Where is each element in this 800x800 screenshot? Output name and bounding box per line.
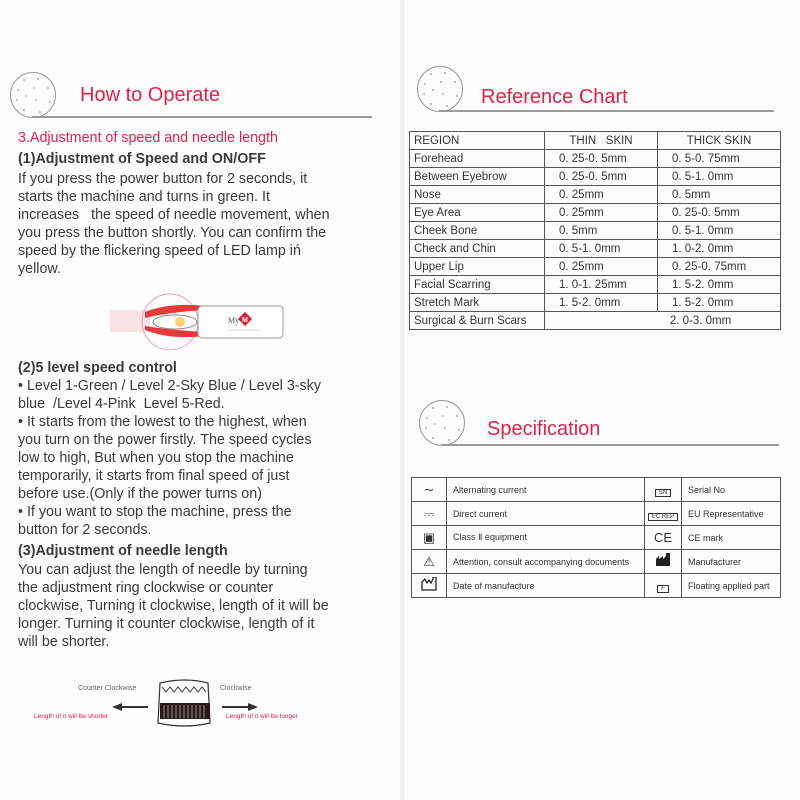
spec-row [412, 502, 781, 526]
text-line: button for 2 seconds. [18, 522, 152, 538]
text-line: blue /Level 4-Pink Level 5-Red. [18, 396, 225, 412]
thick-skin-cell: 1. 5-2. 0mm [658, 276, 781, 294]
specification-title: Specification [487, 418, 601, 440]
direct-current-icon [412, 502, 447, 526]
region-cell: Nose [410, 186, 545, 204]
eu-representative-icon-glyph: EC REP [648, 513, 678, 521]
table-row [410, 150, 781, 168]
subsection-title-needle: (3)Adjustment of needle length [18, 543, 228, 559]
direct-current-icon-glyph: ⎓ [423, 505, 435, 521]
spec-label: Attention, consult accompanying documents [447, 550, 645, 574]
adjustment-ring-icon [158, 680, 210, 726]
thick-skin-cell: 1. 5-2. 0mm [658, 294, 781, 312]
thin-skin-cell: 0. 25mm [545, 204, 658, 222]
class-ii-icon-glyph: ▣ [422, 529, 436, 545]
warning-icon-glyph: ⚠ [423, 553, 435, 569]
text-line: you press the button shortly. You can confirm the [18, 225, 327, 241]
region-cell: Upper Lip [410, 258, 545, 276]
header-rule [441, 444, 779, 446]
spec-label: Direct current [447, 502, 645, 526]
spec-row [412, 550, 781, 574]
table-row [410, 312, 781, 330]
table-row [410, 222, 781, 240]
manufacturer-icon [645, 550, 682, 574]
spec-row [412, 478, 781, 502]
table-row [410, 204, 781, 222]
region-cell: Between Eyebrow [410, 168, 545, 186]
region-cell: Cheek Bone [410, 222, 545, 240]
thick-skin-cell: 0. 5-1. 0mm [658, 222, 781, 240]
region-cell: Facial Scarring [410, 276, 545, 294]
column-header: THICK SKIN [658, 132, 781, 150]
spec-label: Serial No [682, 478, 781, 502]
serial-number-icon [645, 478, 682, 502]
right-arrow-icon [222, 703, 258, 711]
header-rule [32, 116, 372, 118]
alternating-current-icon [412, 478, 447, 502]
thick-skin-cell: 1. 0-2. 0mm [658, 240, 781, 258]
text-line: yellow. [18, 261, 61, 277]
region-cell: Check and Chin [410, 240, 545, 258]
table-row [410, 240, 781, 258]
shorter-effect: Length of it will be shorter [34, 713, 109, 720]
region-cell: Stretch Mark [410, 294, 545, 312]
page-title: How to Operate [80, 84, 221, 106]
column-header: REGION [410, 132, 545, 150]
text-line: before use.(Only if the power turns on) [18, 486, 262, 502]
spec-label: Floating applied part [682, 574, 781, 598]
text-line: increases the speed of needle movement, when [18, 207, 330, 223]
specification-table [411, 477, 781, 598]
class-ii-icon [412, 526, 447, 550]
value-cell: 2. 0-3. 0mm [545, 312, 781, 330]
floating-part-icon [645, 574, 682, 598]
date-of-manufacture-icon [412, 574, 447, 598]
thin-skin-cell: 1. 0-1. 25mm [545, 276, 658, 294]
thick-skin-cell: 0. 25-0. 5mm [658, 204, 781, 222]
thick-skin-cell: 0. 25-0. 75mm [658, 258, 781, 276]
specification-header [419, 400, 779, 460]
text-line: starts the machine and turns in green. It [18, 189, 270, 205]
thin-skin-cell: 0. 25-0. 5mm [545, 150, 658, 168]
dotted-circle-icon [419, 400, 465, 446]
thick-skin-cell: 0. 5-0. 75mm [658, 150, 781, 168]
table-row [410, 168, 781, 186]
spec-label: Class Ⅱ equipment [447, 526, 645, 550]
text-line: • Level 1-Green / Level 2-Sky Blue / Level 3-sky [14, 378, 321, 394]
region-cell: Eye Area [410, 204, 545, 222]
thin-skin-cell: 0. 25-0. 5mm [545, 168, 658, 186]
thick-skin-cell: 0. 5mm [658, 186, 781, 204]
spec-label: EU Representative [682, 502, 781, 526]
spec-label: CE mark [682, 526, 781, 550]
text-line: low to high, But when you stop the machine [18, 450, 294, 466]
table-row [410, 276, 781, 294]
text-line: If you press the power button for 2 seconds, it [18, 171, 308, 187]
table-header-row [410, 132, 781, 150]
how-to-operate-header [10, 72, 375, 132]
region-cell: Forehead [410, 150, 545, 168]
alternating-current-icon-glyph: ∼ [423, 481, 435, 497]
text-line: will be shorter. [18, 634, 110, 650]
reference-table [409, 131, 781, 330]
text-line: clockwise, Turning it clockwise, length of it will be [18, 598, 329, 614]
dotted-circle-icon [417, 66, 463, 112]
region-cell: Surgical & Burn Scars [410, 312, 545, 330]
reference-chart-title: Reference Chart [481, 86, 628, 108]
longer-effect: Length of it will be longer [226, 713, 298, 720]
dotted-circle-icon [10, 72, 56, 118]
table-row [410, 186, 781, 204]
thin-skin-cell: 0. 25mm [545, 258, 658, 276]
floating-part-icon-glyph: F [657, 585, 669, 593]
table-row [410, 258, 781, 276]
thin-skin-cell: 0. 25mm [545, 186, 658, 204]
warning-icon [412, 550, 447, 574]
text-line: You can adjust the length of needle by turning [18, 562, 308, 578]
spec-row [412, 526, 781, 550]
text-line: you turn on the power firstly. The speed cycles [18, 432, 312, 448]
ccw-label: Counter Clockwise [78, 685, 137, 692]
subsection-title-levels: (2)5 level speed control [18, 360, 177, 376]
device-logo-badge: M [242, 317, 248, 324]
ce-mark-icon [645, 526, 682, 550]
ce-mark-icon-glyph: CE [653, 530, 673, 545]
thin-skin-cell: 1. 5-2. 0mm [545, 294, 658, 312]
device-logo-text: My [228, 316, 240, 325]
column-header: THIN SKIN [545, 132, 658, 150]
text-line: longer. Turning it counter clockwise, length of it [18, 616, 315, 632]
needle-adjustment-diagram [30, 675, 360, 735]
text-line: • If you want to stop the machine, press the [14, 504, 292, 520]
text-line: • It starts from the lowest to the highest, when [14, 414, 307, 430]
spec-label: Date of manufacture [447, 574, 645, 598]
thick-skin-cell: 0. 5-1. 0mm [658, 168, 781, 186]
spec-row [412, 574, 781, 598]
subsection-title-speed: (1)Adjustment of Speed and ON/OFF [18, 151, 266, 167]
serial-number-icon-glyph: SN [655, 489, 671, 497]
right-page [405, 0, 800, 800]
reference-chart-header [417, 66, 777, 126]
thin-skin-cell: 0. 5-1. 0mm [545, 240, 658, 258]
text-line: speed by the flickering speed of LED lamp iń [18, 243, 301, 259]
spec-label: Manufacturer [682, 550, 781, 574]
spec-label: Alternating current [447, 478, 645, 502]
left-arrow-icon [112, 703, 148, 711]
text-line: temporarily, it starts from final speed of just [18, 468, 290, 484]
table-row [410, 294, 781, 312]
section-title: 3.Adjustment of speed and needle length [18, 130, 278, 146]
header-rule [439, 110, 774, 112]
eu-representative-icon [645, 502, 682, 526]
cw-label: Clockwise [220, 685, 252, 692]
text-line: the adjustment ring clockwise or counter [18, 580, 274, 596]
device-illustration [110, 290, 295, 350]
thin-skin-cell: 0. 5mm [545, 222, 658, 240]
